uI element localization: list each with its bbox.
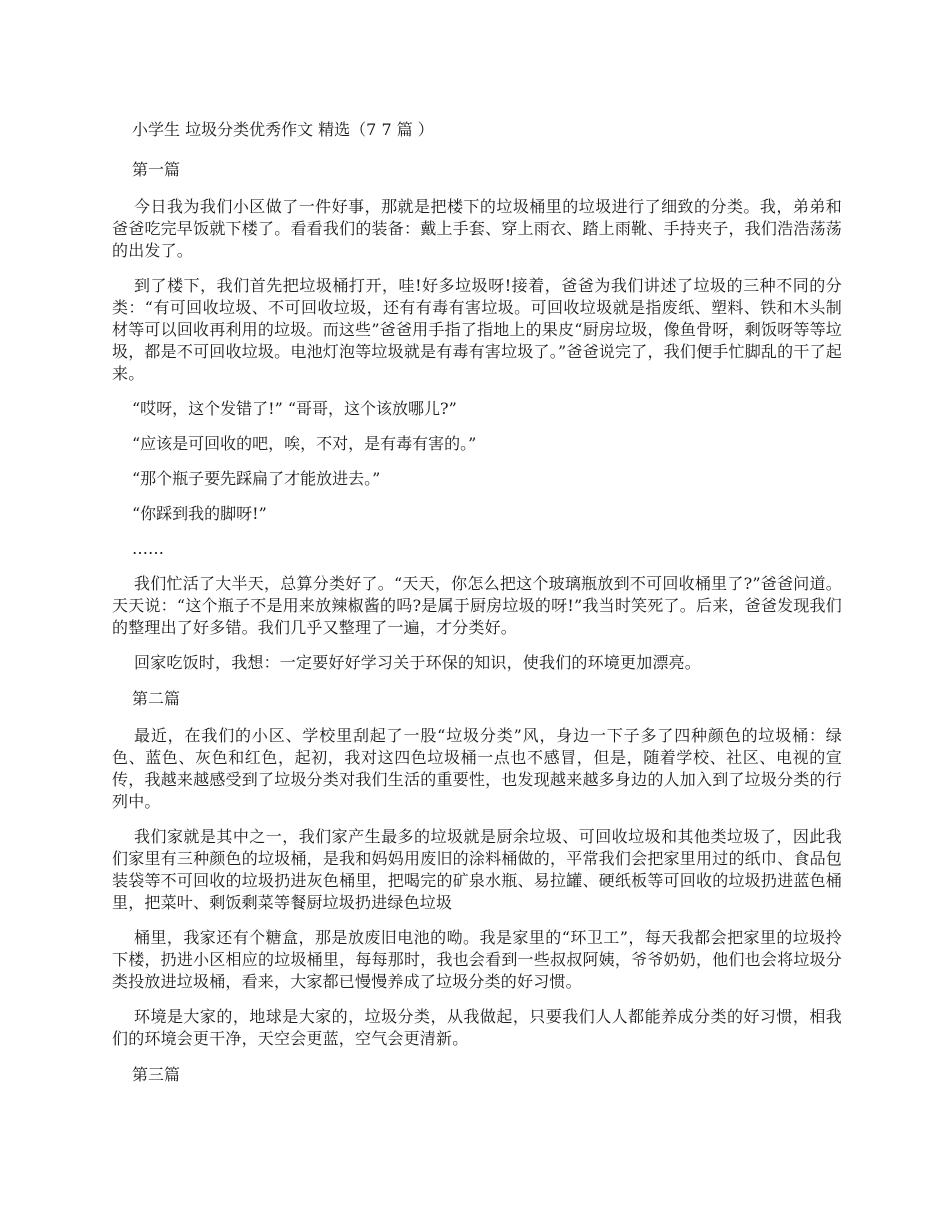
paragraph: 桶里，我家还有个糖盒，那是放废旧电池的呦。我是家里的“环卫工”，每天我都会把家里的垃圾拎下楼，扔进小区相应的垃圾桶里，每每那时，我也会看到一些叔叔阿姨，爷爷奶奶，他们也会将垃圾分类投放进垃圾桶，看来，大家都已慢慢养成了垃圾分类的好习惯。 [112, 928, 842, 991]
dialogue-line: “那个瓶子要先踩扁了才能放进去。” [132, 469, 381, 488]
dialogue-line: “哎呀，这个发错了!” “哥哥，这个该放哪儿?” [132, 399, 457, 418]
document-title: 小学生 垃圾分类优秀作文 精选（7 7 篇 ） [132, 120, 434, 139]
paragraph: 今日我为我们小区做了一件好事，那就是把楼下的垃圾桶里的垃圾进行了细致的分类。我，弟弟和爸爸吃完早饭就下楼了。看看我们的装备：戴上手套、穿上雨衣、踏上雨靴、手持夹子，我们浩浩荡荡的出发了。 [112, 197, 842, 260]
paragraph: 到了楼下，我们首先把垃圾桶打开，哇!好多垃圾呀!接着，爸爸为我们讲述了垃圾的三种不同的分类：“有可回收垃圾、不可回收垃圾，还有有毒有害垃圾。可回收垃圾就是指废纸、塑料、铁和木头制材等可以回收再利用的垃圾。而这些”爸爸用手指了指地上的果皮“厨房垃圾，像鱼骨呀，剩饭呀等等垃圾，都是不可回收垃圾。电池灯泡等垃圾就是有毒有害垃圾了。”爸爸说完了，我们便手忙脚乱的干了起来。 [112, 276, 842, 383]
section-heading-2: 第二篇 [132, 689, 181, 708]
document-page [112, 118, 842, 1101]
paragraph: 最近，在我们的小区、学校里刮起了一股“垃圾分类”风，身边一下子多了四种颜色的垃圾桶：绿色、蓝色、灰色和红色，起初，我对这四色垃圾桶一点也不感冒，但是，随着学校、社区、电视的宣传，我越来越感受到了垃圾分类对我们生活的重要性，也发现越来越多身边的人加入到了垃圾分类的行列中。 [112, 726, 842, 811]
paragraph: 回家吃饭时，我想：一定要好好学习关于环保的知识，使我们的环境更加漂亮。 [134, 653, 702, 672]
section-heading-3: 第三篇 [132, 1065, 181, 1084]
section-heading-1: 第一篇 [132, 160, 181, 179]
paragraph: 我们忙活了大半天，总算分类好了。“天天，你怎么把这个玻璃瓶放到不可回收桶里了?”爸爸问道。天天说：“这个瓶子不是用来放辣椒酱的吗?是属于厨房垃圾的呀!”我当时笑死了。后来，爸爸发现我们的整理出了好多错。我们几乎又整理了一遍，才分类好。 [112, 574, 842, 637]
paragraph: 环境是大家的，地球是大家的，垃圾分类，从我做起，只要我们人人都能养成分类的好习惯，相我们的环境会更干净，天空会更蓝，空气会更清新。 [112, 1007, 842, 1048]
dialogue-line: “你踩到我的脚呀!” [132, 504, 267, 523]
dialogue-line: “应该是可回收的吧，唉，不对，是有毒有害的。” [132, 434, 477, 453]
ellipsis-line: …… [132, 539, 164, 558]
paragraph: 我们家就是其中之一，我们家产生最多的垃圾就是厨余垃圾、可回收垃圾和其他类垃圾了，因此我们家里有三种颜色的垃圾桶，是我和妈妈用废旧的涂料桶做的，平常我们会把家里用过的纸巾、食品包装袋等不可回收的垃圾扔进灰色桶里，把喝完的矿泉水瓶、易拉罐、硬纸板等可回收的垃圾扔进蓝色桶里，把菜叶、剩饭剩菜等餐厨垃圾扔进绿色垃圾 [112, 827, 842, 912]
